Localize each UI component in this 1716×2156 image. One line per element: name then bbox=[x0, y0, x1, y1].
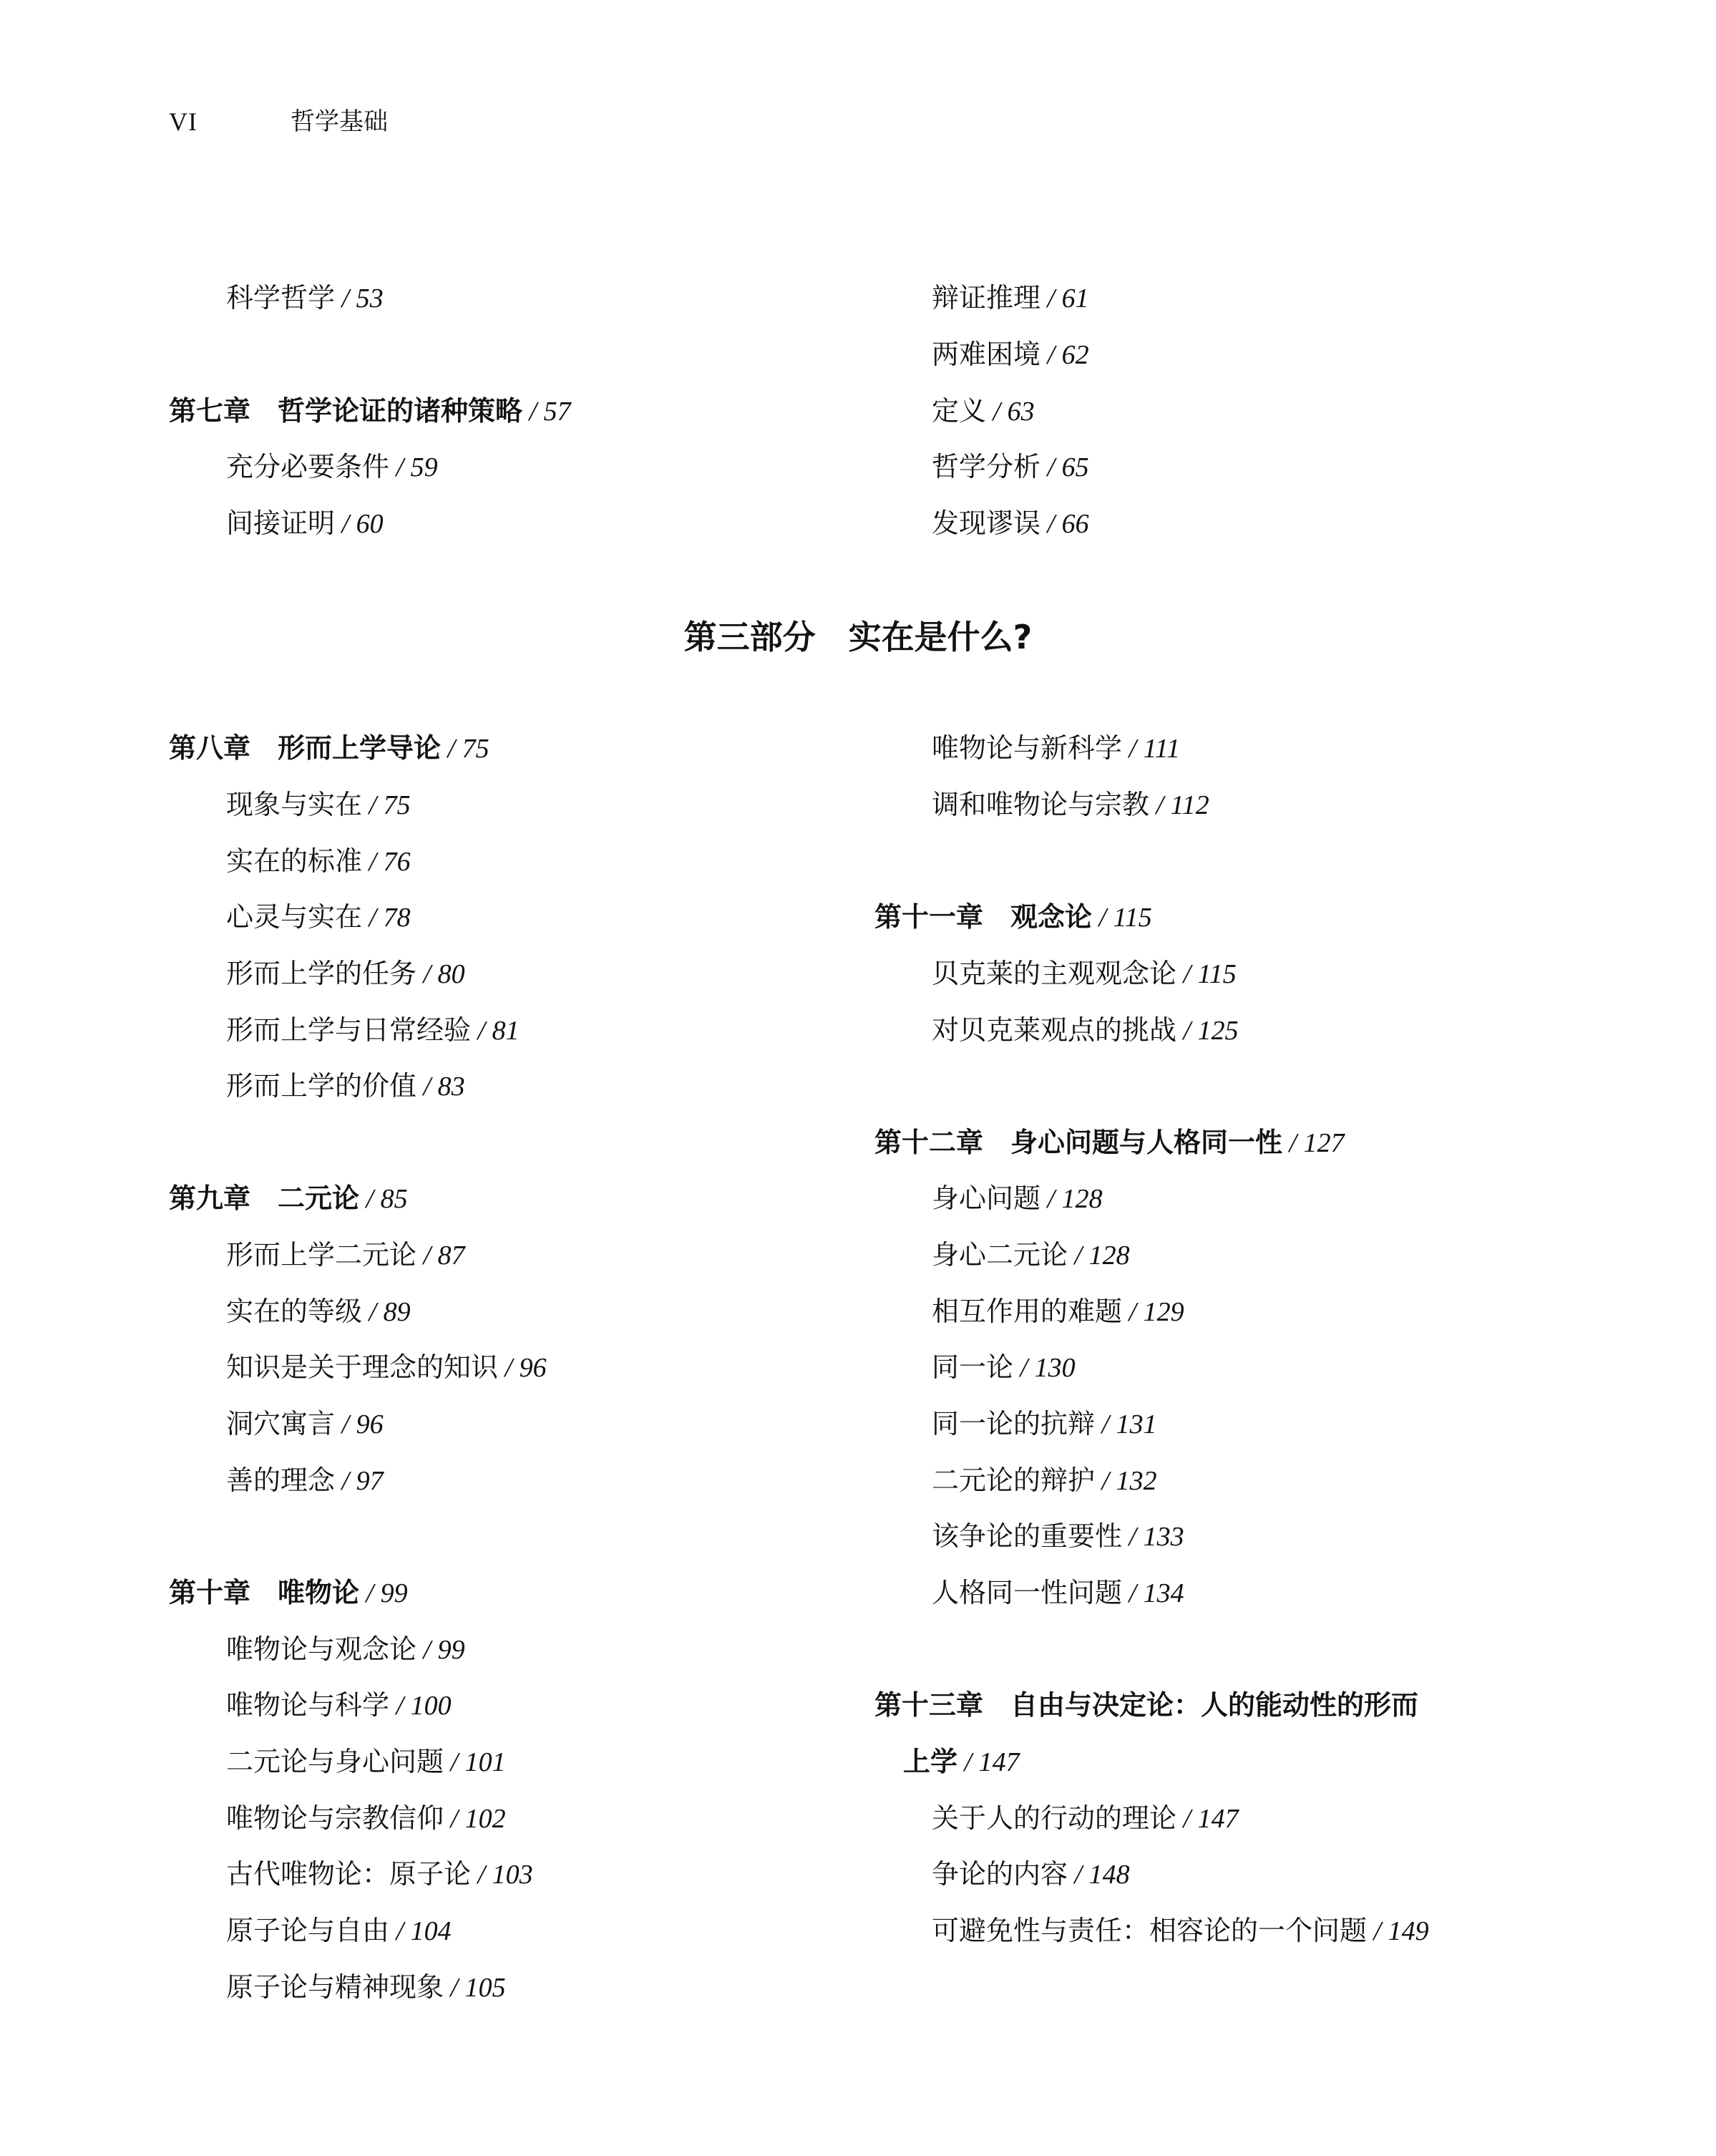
entry-title: 相互作用的难题 bbox=[932, 1296, 1123, 1327]
toc-entry-section: 充分必要条件 / 59 bbox=[226, 451, 438, 482]
entry-title: 原子论与自由 bbox=[226, 1915, 390, 1946]
entry-page: 115 bbox=[1113, 903, 1152, 933]
page-number: VI bbox=[169, 107, 198, 136]
toc-entry-section: 哲学分析 / 65 bbox=[932, 451, 1089, 482]
toc-entry-section: 两难困境 / 62 bbox=[932, 339, 1089, 370]
entry-page: 129 bbox=[1143, 1297, 1184, 1327]
entry-title: 古代唯物论：原子论 bbox=[226, 1858, 472, 1890]
entry-title: 形而上学的任务 bbox=[226, 958, 417, 989]
toc-entry-chapter-first-line bbox=[874, 1688, 1418, 1722]
toc-entry-section: 身心二元论 / 128 bbox=[932, 1239, 1130, 1271]
entry-title: 唯物论与观念论 bbox=[226, 1633, 417, 1665]
entry-title: 贝克莱的主观观念论 bbox=[932, 958, 1177, 989]
entry-title: 调和唯物论与宗教 bbox=[932, 789, 1150, 820]
entry-title: 善的理念 bbox=[226, 1465, 336, 1496]
toc-entry-section: 关于人的行动的理论 / 147 bbox=[932, 1802, 1239, 1834]
toc-entry-section: 间接证明 / 60 bbox=[226, 508, 384, 539]
running-head bbox=[169, 107, 388, 137]
entry-title: 二元论的辩护 bbox=[932, 1465, 1096, 1496]
entry-page: 62 bbox=[1061, 340, 1089, 370]
entry-page: 130 bbox=[1034, 1353, 1076, 1383]
entry-title: 身心问题 bbox=[932, 1183, 1041, 1214]
entry-page: 99 bbox=[437, 1635, 465, 1665]
toc-entry-section: 形而上学二元论 / 87 bbox=[226, 1239, 465, 1271]
toc-entry-section: 争论的内容 / 148 bbox=[932, 1858, 1130, 1890]
entry-page: 89 bbox=[383, 1297, 411, 1327]
entry-title: 人格同一性问题 bbox=[932, 1577, 1123, 1608]
toc-entry-chapter: 第十章 唯物论 / 99 bbox=[169, 1577, 408, 1608]
entry-title: 两难困境 bbox=[932, 339, 1041, 370]
book-title: 哲学基础 bbox=[291, 107, 388, 136]
entry-page: 111 bbox=[1143, 734, 1180, 764]
entry-page: 103 bbox=[492, 1860, 533, 1890]
entry-title: 第十三章 自由与决定论：人的能动性的形而 bbox=[874, 1689, 1419, 1721]
toc-entry-section: 知识是关于理念的知识 / 96 bbox=[226, 1351, 547, 1383]
entry-title: 形而上学的价值 bbox=[226, 1070, 417, 1102]
toc-entry-section: 科学哲学 / 53 bbox=[226, 282, 384, 314]
toc-entry-section: 古代唯物论：原子论 / 103 bbox=[226, 1858, 533, 1890]
entry-title: 现象与实在 bbox=[226, 789, 363, 820]
toc-entry-section: 辩证推理 / 61 bbox=[932, 282, 1089, 314]
entry-page: 125 bbox=[1197, 1016, 1239, 1046]
toc-entry-section: 人格同一性问题 / 134 bbox=[932, 1577, 1184, 1608]
entry-title: 洞穴寓言 bbox=[226, 1408, 336, 1439]
entry-page: 128 bbox=[1061, 1184, 1103, 1214]
toc-entry-section: 实在的等级 / 89 bbox=[226, 1296, 411, 1327]
entry-page: 133 bbox=[1143, 1522, 1184, 1552]
entry-page: 85 bbox=[380, 1184, 408, 1214]
toc-entry-section: 唯物论与新科学 / 111 bbox=[932, 732, 1180, 764]
entry-page: 57 bbox=[543, 397, 571, 427]
entry-title: 身心二元论 bbox=[932, 1239, 1068, 1271]
toc-entry-section: 善的理念 / 97 bbox=[226, 1465, 384, 1496]
toc-entry-chapter: 第七章 哲学论证的诸种策略 / 57 bbox=[169, 395, 571, 427]
toc-entry-section: 相互作用的难题 / 129 bbox=[932, 1296, 1184, 1327]
entry-page: 134 bbox=[1143, 1578, 1184, 1608]
toc-entry-section: 调和唯物论与宗教 / 112 bbox=[932, 789, 1209, 820]
entry-page: 80 bbox=[437, 959, 465, 989]
entry-page: 132 bbox=[1116, 1466, 1157, 1496]
entry-title: 发现谬误 bbox=[932, 508, 1041, 539]
entry-page: 104 bbox=[410, 1916, 452, 1946]
entry-title: 定义 bbox=[932, 395, 987, 427]
entry-title: 争论的内容 bbox=[932, 1858, 1068, 1890]
entry-title: 辩证推理 bbox=[932, 282, 1041, 314]
entry-title: 第七章 哲学论证的诸种策略 bbox=[169, 395, 523, 427]
entry-page: 78 bbox=[383, 903, 411, 933]
entry-page: 147 bbox=[1197, 1804, 1239, 1834]
entry-title: 知识是关于理念的知识 bbox=[226, 1351, 499, 1383]
toc-entry-section: 可避免性与责任：相容论的一个问题 / 149 bbox=[932, 1915, 1429, 1946]
entry-title: 二元论与身心问题 bbox=[226, 1746, 444, 1777]
toc-entry-section: 原子论与自由 / 104 bbox=[226, 1915, 452, 1946]
entry-page: 83 bbox=[437, 1072, 465, 1102]
toc-entry-chapter: 第八章 形而上学导论 / 75 bbox=[169, 732, 489, 764]
toc-entry-section: 形而上学与日常经验 / 81 bbox=[226, 1014, 520, 1046]
entry-page: 87 bbox=[437, 1240, 465, 1271]
entry-title: 间接证明 bbox=[226, 508, 336, 539]
entry-page: 105 bbox=[464, 1973, 506, 2003]
entry-page: 100 bbox=[410, 1691, 452, 1721]
entry-title: 唯物论与宗教信仰 bbox=[226, 1802, 444, 1834]
toc-entry-section: 唯物论与科学 / 100 bbox=[226, 1689, 452, 1721]
entry-page: 102 bbox=[464, 1804, 506, 1834]
entry-page: 61 bbox=[1061, 283, 1089, 314]
entry-page: 149 bbox=[1388, 1916, 1429, 1946]
entry-page: 101 bbox=[464, 1747, 506, 1777]
entry-title: 第十一章 观念论 bbox=[874, 901, 1093, 933]
entry-page: 115 bbox=[1197, 959, 1237, 989]
entry-title: 同一论的抗辩 bbox=[932, 1408, 1096, 1439]
entry-page: 96 bbox=[519, 1353, 547, 1383]
entry-page: 128 bbox=[1088, 1240, 1130, 1271]
toc-entry-section: 二元论与身心问题 / 101 bbox=[226, 1746, 506, 1777]
toc-entry-section: 心灵与实在 / 78 bbox=[226, 901, 411, 933]
entry-page: 147 bbox=[978, 1747, 1020, 1777]
entry-title: 第八章 形而上学导论 bbox=[169, 732, 442, 764]
toc-entry-section: 形而上学的任务 / 80 bbox=[226, 958, 465, 989]
entry-title: 对贝克莱观点的挑战 bbox=[932, 1014, 1177, 1046]
entry-page: 148 bbox=[1088, 1860, 1130, 1890]
entry-page: 75 bbox=[383, 790, 411, 820]
entry-page: 97 bbox=[356, 1466, 384, 1496]
toc-entry-section: 实在的标准 / 76 bbox=[226, 845, 411, 877]
toc-entry-section: 身心问题 / 128 bbox=[932, 1183, 1103, 1214]
entry-page: 60 bbox=[356, 509, 384, 539]
entry-page: 81 bbox=[492, 1016, 520, 1046]
entry-page: 99 bbox=[380, 1578, 408, 1608]
entry-title: 科学哲学 bbox=[226, 282, 336, 314]
toc-entry-section: 同一论 / 130 bbox=[932, 1351, 1076, 1383]
entry-title: 原子论与精神现象 bbox=[226, 1971, 444, 2003]
entry-title: 同一论 bbox=[932, 1351, 1014, 1383]
entry-title: 第十二章 身心问题与人格同一性 bbox=[874, 1127, 1283, 1158]
entry-page: 112 bbox=[1170, 790, 1209, 820]
toc-entry-section: 发现谬误 / 66 bbox=[932, 508, 1089, 539]
toc-entry-section: 定义 / 63 bbox=[932, 395, 1035, 427]
entry-title: 唯物论与科学 bbox=[226, 1689, 390, 1721]
toc-entry-section: 二元论的辩护 / 132 bbox=[932, 1465, 1157, 1496]
entry-page: 75 bbox=[462, 734, 489, 764]
toc-entry-section: 现象与实在 / 75 bbox=[226, 789, 411, 820]
toc-entry-section: 原子论与精神现象 / 105 bbox=[226, 1971, 506, 2003]
entry-page: 59 bbox=[410, 452, 438, 482]
toc-entry-section: 形而上学的价值 / 83 bbox=[226, 1070, 465, 1102]
toc-entry-section: 贝克莱的主观观念论 / 115 bbox=[932, 958, 1237, 989]
part-heading: 第三部分 实在是什么? bbox=[683, 618, 1033, 656]
toc-entry-section: 该争论的重要性 / 133 bbox=[932, 1520, 1184, 1552]
toc-entry-chapter-continuation: 上学 / 147 bbox=[903, 1746, 1020, 1777]
entry-page: 131 bbox=[1116, 1409, 1157, 1439]
entry-title: 该争论的重要性 bbox=[932, 1520, 1123, 1552]
entry-page: 96 bbox=[356, 1409, 384, 1439]
entry-title: 可避免性与责任：相容论的一个问题 bbox=[932, 1915, 1368, 1946]
entry-page: 66 bbox=[1061, 509, 1089, 539]
entry-title: 哲学分析 bbox=[932, 451, 1041, 482]
entry-page: 127 bbox=[1303, 1128, 1345, 1158]
entry-title: 形而上学二元论 bbox=[226, 1239, 417, 1271]
entry-page: 65 bbox=[1061, 452, 1089, 482]
toc-entry-section: 唯物论与观念论 / 99 bbox=[226, 1633, 465, 1665]
entry-title: 上学 bbox=[903, 1746, 958, 1777]
entry-title: 实在的等级 bbox=[226, 1296, 363, 1327]
toc-entry-chapter: 第十一章 观念论 / 115 bbox=[874, 901, 1152, 933]
entry-title: 唯物论与新科学 bbox=[932, 732, 1123, 764]
toc-entry-section: 洞穴寓言 / 96 bbox=[226, 1408, 384, 1439]
entry-page: 63 bbox=[1007, 397, 1035, 427]
toc-entry-chapter: 第十二章 身心问题与人格同一性 / 127 bbox=[874, 1127, 1345, 1158]
entry-title: 心灵与实在 bbox=[226, 901, 363, 933]
entry-title: 实在的标准 bbox=[226, 845, 363, 877]
entry-page: 76 bbox=[383, 847, 411, 877]
toc-entry-section: 唯物论与宗教信仰 / 102 bbox=[226, 1802, 506, 1834]
entry-title: 关于人的行动的理论 bbox=[932, 1802, 1177, 1834]
entry-page: 53 bbox=[356, 283, 384, 314]
toc-entry-chapter: 第九章 二元论 / 85 bbox=[169, 1183, 408, 1214]
entry-title: 第九章 二元论 bbox=[169, 1183, 360, 1214]
entry-title: 第十章 唯物论 bbox=[169, 1577, 360, 1608]
toc-entry-section: 对贝克莱观点的挑战 / 125 bbox=[932, 1014, 1239, 1046]
toc-entry-section: 同一论的抗辩 / 131 bbox=[932, 1408, 1157, 1439]
entry-title: 形而上学与日常经验 bbox=[226, 1014, 472, 1046]
entry-title: 充分必要条件 bbox=[226, 451, 390, 482]
